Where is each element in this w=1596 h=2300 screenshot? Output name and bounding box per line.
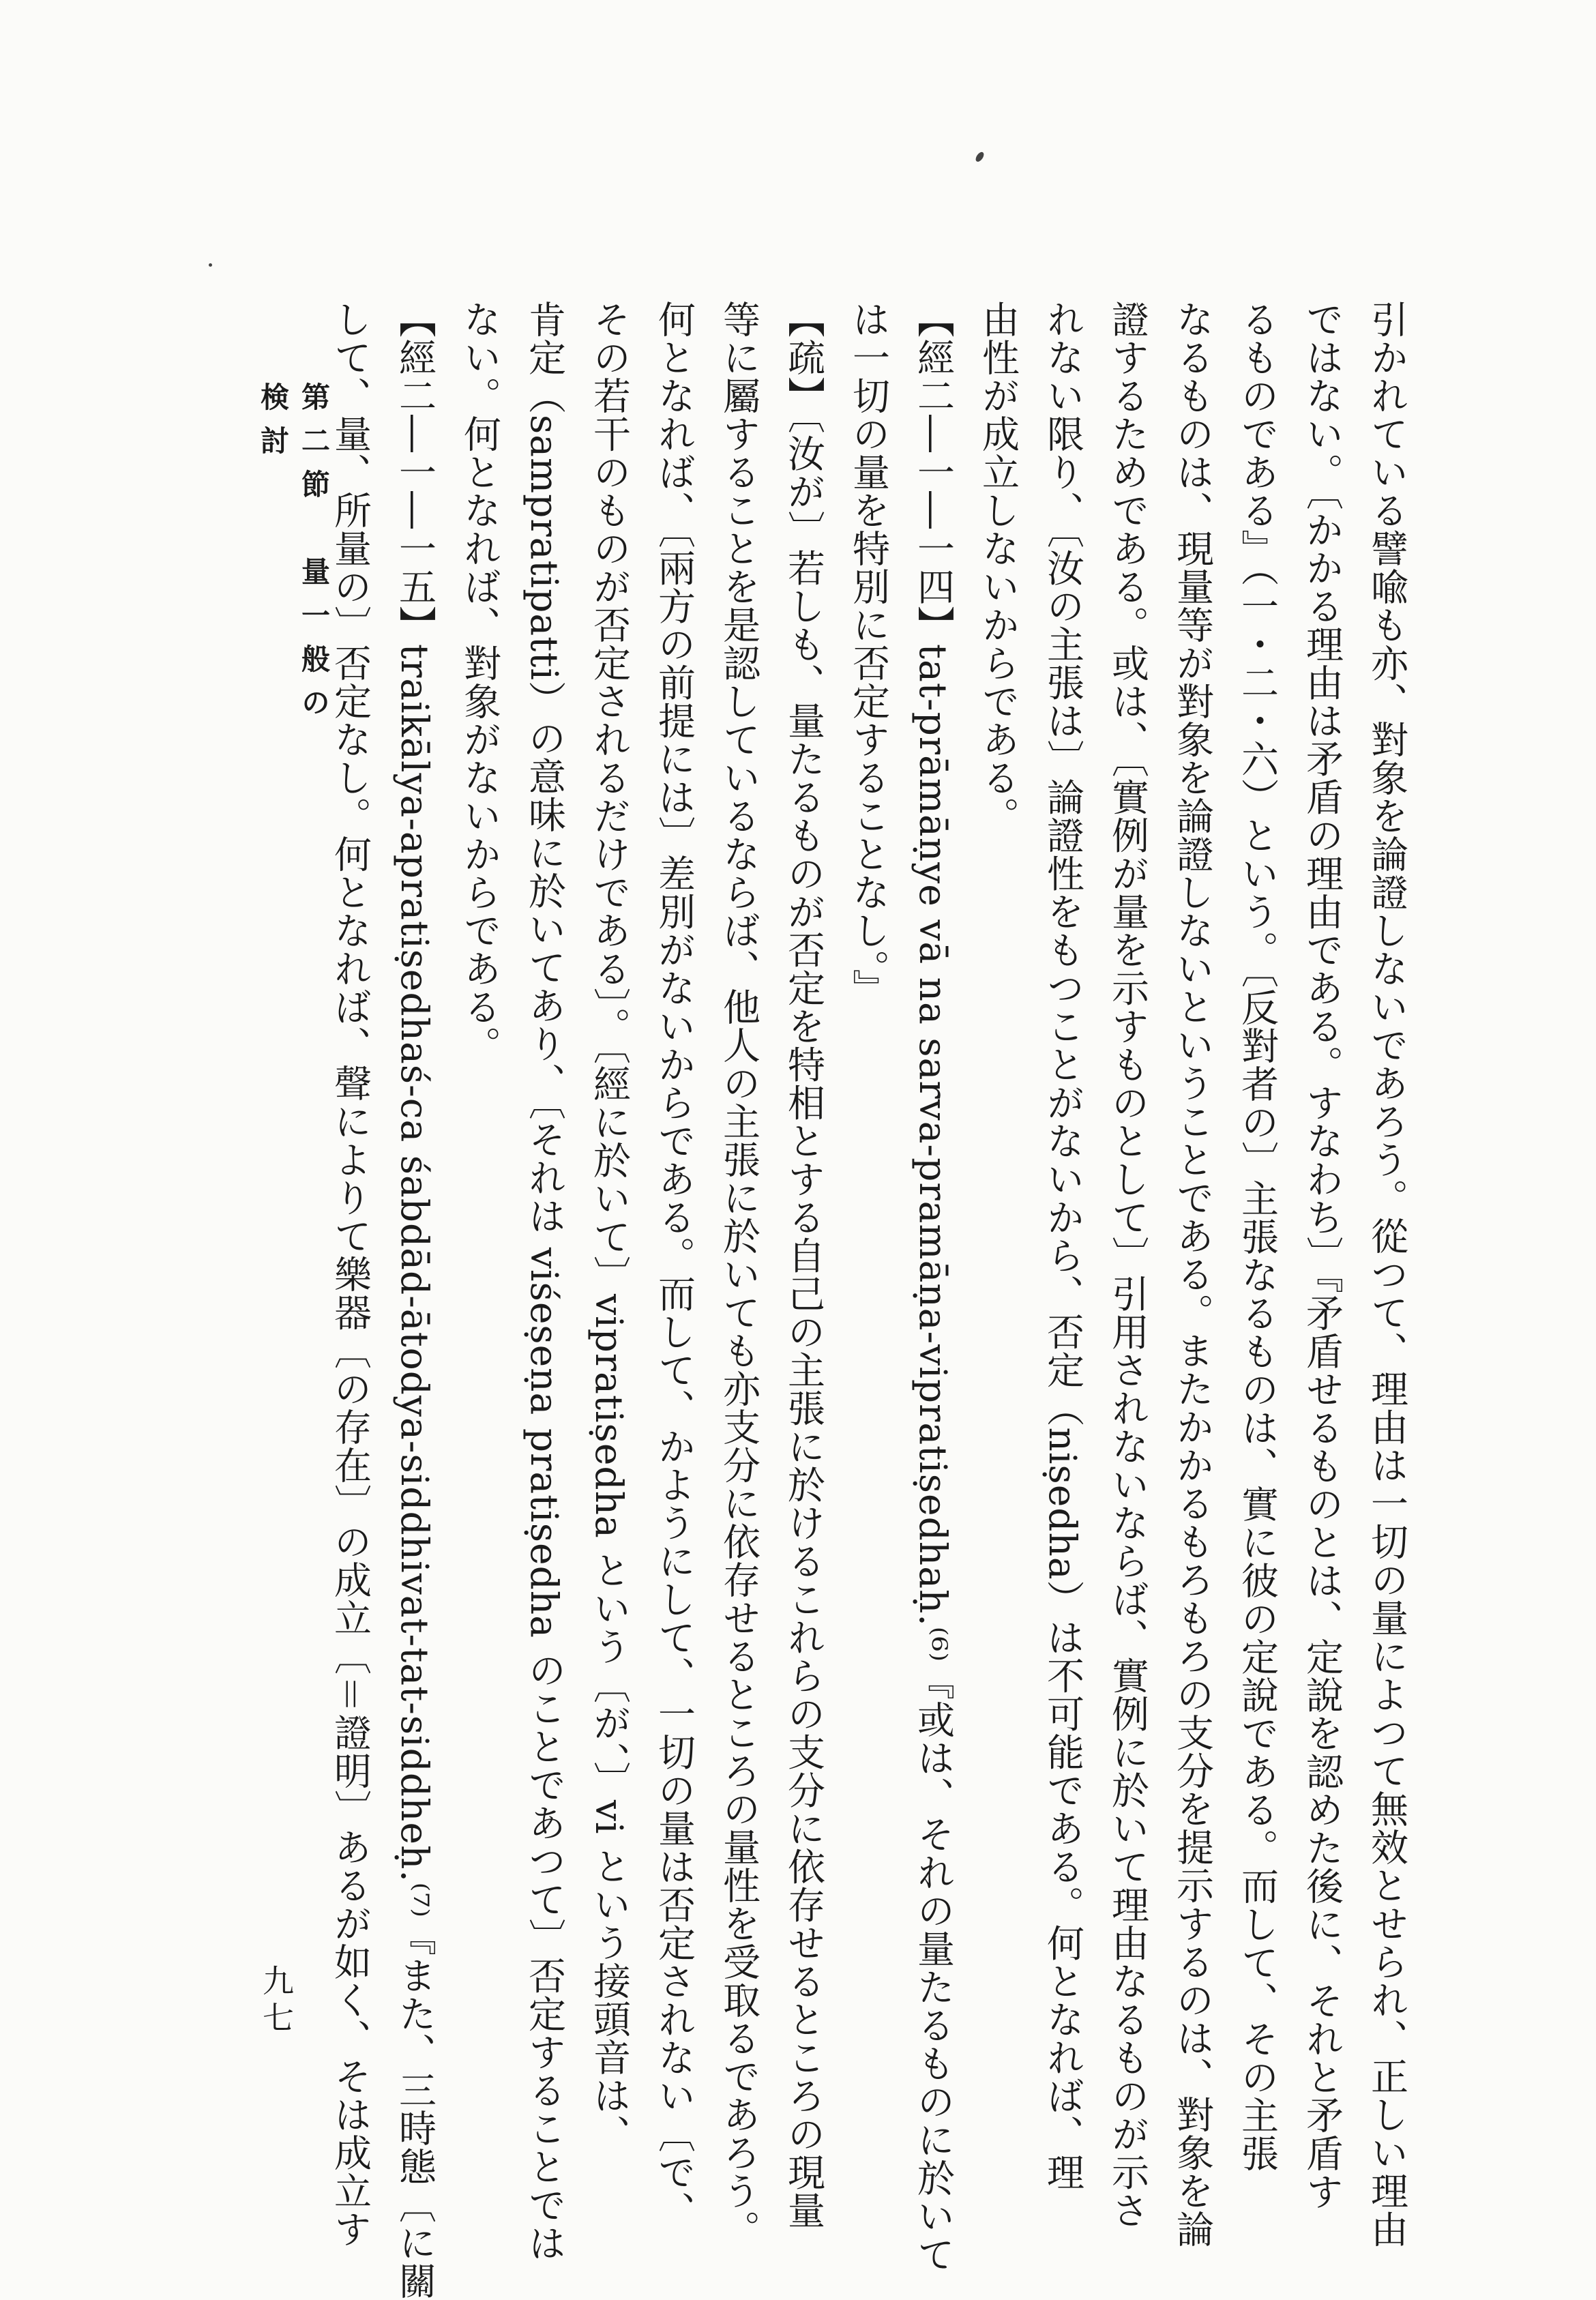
sutra-heading: 【經二―一―一五】traikālya-apratiṣedhaś-ca śabdād-ātodya-siddhivat-tat-siddheḥ.⁽⁷⁾『また、三時態〔に關: [393, 300, 437, 2300]
text-column: 由性が成立しないからである。: [976, 300, 1020, 835]
sutra-heading: 【經二―一―一四】tat-prāmāṇye vā na sarva-pramāṇa-vipratiṣedhaḥ.⁽⁶⁾『或は、それの量たるものに於いて: [911, 300, 955, 2273]
ink-speck: [209, 263, 212, 267]
text-column: なるものは、現量等が對象を論證しないということである。またかかるもろもろの支分を提示するのは、對象を論: [1170, 300, 1214, 2248]
commentary-heading: 【疏】〔汝が〕若しも、量たるものが否定を特相とする自己の主張に於けるこれらの支分に依存せるところの現量: [782, 300, 825, 2230]
text-column: 等に屬することを是認しているならば、他人の主張に於いても亦支分に依存せるところの量性を受取るであろう。: [717, 300, 760, 2248]
text-column: 肯定（sampratipatti）の意味に於いてあり、〔それは viśeṣeṇa pratiṣedha のことであつて〕否定することでは: [522, 300, 566, 2262]
text-column: ない。何となれば、對象がないからである。: [458, 300, 501, 1064]
text-column: 何となれば、〔兩方の前提には〕差別がないからである。而して、かようにして、一切の量は否定されない〔で、: [652, 300, 696, 2230]
text-column: れない限り、〔汝の主張は〕論證性をもつことがないから、否定（niṣedha）は不可能である。何となれば、理: [1041, 300, 1084, 2192]
running-header: 第二節 量一般の検討: [256, 382, 331, 731]
ink-speck: [974, 151, 986, 163]
text-column: るものである』（一・二・六）という。〔反對者の〕主張なるものは、實に彼の定說である。而して、その主張: [1235, 300, 1279, 2172]
text-column: して、量、所量の〕否定なし。何となれば、聲によりて樂器〔の存在〕の成立〔＝證明〕あるが如く、そは成立す: [328, 300, 372, 2248]
text-column: は一切の量を特別に否定することなし。』: [846, 300, 890, 1007]
page-number: 九七: [258, 1964, 295, 2038]
text-column: ではない。〔かかる理由は矛盾の理由である。すなわち〕『矛盾せるものとは、定說を認めた後に、それと矛盾す: [1300, 300, 1344, 2211]
text-column: 證するためである。或は、〔實例が量を示すものとして〕引用されないならば、實例に於いて理由なるものが示さ: [1106, 300, 1149, 2230]
text-column: その若干のものが否定されるだけである〕。〔經に於いて〕vipratiṣedha という〔が、〕vi という接頭音は、: [587, 300, 631, 2153]
text-column: 引かれている譬喩も亦、對象を論證しないであろう。從つて、理由は一切の量によつて無效とせられ、正しい理由: [1365, 300, 1408, 2248]
